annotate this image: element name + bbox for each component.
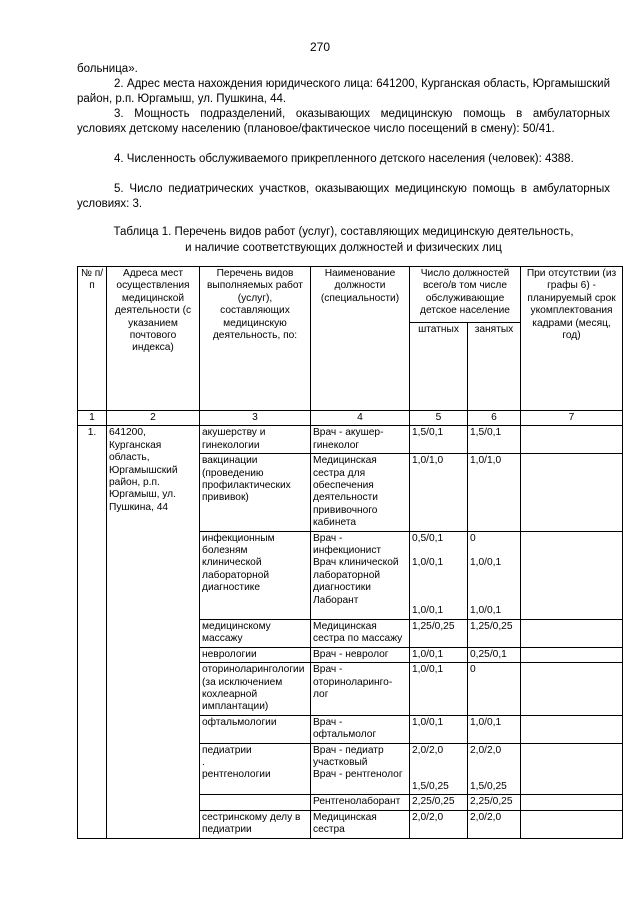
position-line: Врач - инфекционист <box>313 532 382 557</box>
position-line: Врач клинической лабораторной диагностики <box>313 557 399 594</box>
staff-cell <box>410 531 468 619</box>
work-cell: офтальмологии <box>200 715 311 743</box>
paragraph-2: 2. Адрес места нахождения юридического лица: 641200, Курганская область, Юргамышский район, р.п. Юргамыш, ул. Пушкина, 44. <box>77 78 610 105</box>
position-cell: Рентгенолаборант <box>311 795 410 810</box>
header-staff: штатных <box>410 323 468 411</box>
plan-cell <box>521 810 623 838</box>
services-table <box>77 266 623 839</box>
filled-cell <box>468 743 521 795</box>
col-number-5: 5 <box>410 411 468 426</box>
plan-cell <box>521 647 623 662</box>
work-line: рентгенологии <box>202 769 271 781</box>
filled-value: 0 <box>470 532 476 544</box>
work-line: . <box>202 756 205 768</box>
header-address: Адреса мест осуществления медицинской деятельности (с указанием почтового индекса) <box>107 267 200 411</box>
plan-cell <box>521 663 623 716</box>
staff-value: 2,0/2,0 <box>412 744 444 756</box>
plan-cell <box>521 619 623 647</box>
work-cell: неврологии <box>200 647 311 662</box>
position-cell: Медицинская сестра по массажу <box>311 619 410 647</box>
staff-value: 1,5/0,25 <box>412 780 449 792</box>
header-num: № п/п <box>78 267 107 411</box>
filled-cell: 0,25/0,1 <box>468 647 521 662</box>
staff-cell <box>410 743 468 795</box>
paragraph-4: 4. Численность обслуживаемого прикрепленного детского населения (человек): 4388. <box>114 153 574 165</box>
staff-cell: 2,0/2,0 <box>410 810 468 838</box>
filled-cell: 1,25/0,25 <box>468 619 521 647</box>
work-cell: акушерству и гинекологии <box>200 426 311 454</box>
staff-cell: 1,25/0,25 <box>410 619 468 647</box>
position-cell: Врач - акушер-гинеколог <box>311 426 410 454</box>
col-number-7: 7 <box>521 411 623 426</box>
work-cell: вакцинации (проведению профилактических прививок) <box>200 454 311 531</box>
table-caption <box>77 225 610 256</box>
col-number-1: 1 <box>78 411 107 426</box>
page-number: 270 <box>309 40 331 54</box>
col-number-6: 6 <box>468 411 521 426</box>
position-cell: Врач - офтальмолог <box>311 715 410 743</box>
row-number: 1. <box>78 426 107 838</box>
paragraph-1: больница». <box>77 63 138 75</box>
staff-cell: 2,25/0,25 <box>410 795 468 810</box>
table-row <box>78 426 623 454</box>
position-line: Лаборант <box>313 594 359 606</box>
position-cell <box>311 531 410 619</box>
position-line: Врач - педиатр участковый <box>313 744 384 768</box>
position-cell: Врач - оториноларинго-лог <box>311 663 410 716</box>
table-caption-line-2: и наличие соответствующих должностей и физических лиц <box>185 241 502 254</box>
work-line: педиатрии <box>202 744 252 756</box>
header-position: Наименование должности (специальности) <box>311 267 410 411</box>
header-count: Число должностей всего/в том числе обслуживающие детское население <box>410 267 521 323</box>
col-number-4: 4 <box>311 411 410 426</box>
work-cell: медицинскому массажу <box>200 619 311 647</box>
staff-value: 1,0/0,1 <box>412 557 444 569</box>
staff-cell: 1,5/0,1 <box>410 426 468 454</box>
filled-value: 1,0/0,1 <box>470 605 502 617</box>
filled-cell: 1,0/1,0 <box>468 454 521 531</box>
col-number-3: 3 <box>200 411 311 426</box>
position-cell: Медицинская сестра <box>311 810 410 838</box>
plan-cell <box>521 426 623 454</box>
work-cell <box>200 795 311 810</box>
staff-value: 0,5/0,1 <box>412 532 444 544</box>
staff-value: 1,0/0,1 <box>412 605 444 617</box>
filled-cell <box>468 531 521 619</box>
table-header-row <box>78 267 623 323</box>
header-works: Перечень видов выполняемых работ (услуг), составляющих медицинскую деятельность, по: <box>200 267 311 411</box>
position-cell: Медицинская сестра для обеспечения деятельности прививочного кабинета <box>311 454 410 531</box>
plan-cell <box>521 795 623 810</box>
filled-value: 2,0/2,0 <box>470 744 502 756</box>
staff-cell: 1,0/0,1 <box>410 647 468 662</box>
col-number-2: 2 <box>107 411 200 426</box>
staff-cell: 1,0/0,1 <box>410 715 468 743</box>
position-cell <box>311 743 410 795</box>
plan-cell <box>521 715 623 743</box>
filled-cell: 1,0/0,1 <box>468 715 521 743</box>
address-cell: 641200, Курганская область, Юргамышский район, р.п. Юргамыш, ул. Пушкина, 44 <box>107 426 200 838</box>
plan-cell <box>521 531 623 619</box>
work-cell: оториноларингологии (за исключением кохлеарной имплантации) <box>200 663 311 716</box>
filled-cell: 2,25/0,25 <box>468 795 521 810</box>
header-filled: занятых <box>468 323 521 411</box>
filled-value: 1,0/0,1 <box>470 557 502 569</box>
filled-cell: 2,0/2,0 <box>468 810 521 838</box>
position-cell: Врач - невролог <box>311 647 410 662</box>
staff-cell: 1,0/0,1 <box>410 663 468 716</box>
work-cell: сестринскому делу в педиатрии <box>200 810 311 838</box>
filled-cell: 0 <box>468 663 521 716</box>
work-cell <box>200 743 311 795</box>
work-cell: инфекционным болезням клинической лабораторной диагностике <box>200 531 311 619</box>
position-line: Врач - рентгенолог <box>313 769 403 781</box>
filled-cell: 1,5/0,1 <box>468 426 521 454</box>
paragraph-3: 3. Мощность подразделений, оказывающих медицинскую помощь в амбулаторных условиях детскому населению (плановое/фактическое число посещений в смену): 50/41. <box>77 108 610 135</box>
staff-cell: 1,0/1,0 <box>410 454 468 531</box>
header-plan: При отсутствии (из графы 6) - планируемый срок укомплектования кадрами (месяц, год) <box>521 267 623 411</box>
plan-cell <box>521 743 623 795</box>
filled-value: 1,5/0,25 <box>470 780 507 792</box>
paragraph-5: 5. Число педиатрических участков, оказывающих медицинскую помощь в амбулаторных условиях: 3. <box>77 183 610 210</box>
plan-cell <box>521 454 623 531</box>
table-caption-line-1: Таблица 1. Перечень видов работ (услуг), составляющих медицинскую деятельность, <box>113 226 574 238</box>
column-number-row <box>78 411 623 426</box>
